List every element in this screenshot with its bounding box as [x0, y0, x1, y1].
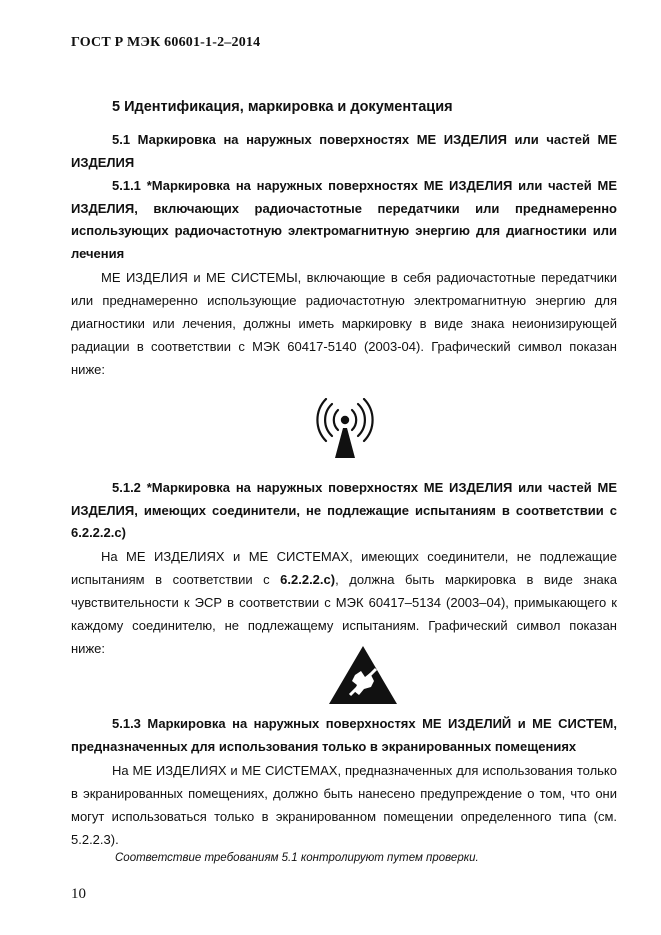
- paragraph-5-1-2-text: На МЕ ИЗДЕЛИЯХ и МЕ СИСТЕМАХ, имеющих соединители, не подлежащие испытаниям в соответствии с: [71, 549, 617, 587]
- heading-5-1-1: 5.1.1 *Маркировка на наружных поверхностях МЕ ИЗДЕЛИЯ или частей МЕ ИЗДЕЛИЯ, включающих радиочастотные передатчики или преднамеренно использующих радиочастотную электромагнитную энергию для диагностики или лечения: [71, 178, 617, 261]
- section-title: 5 Идентификация, маркировка и документация: [112, 99, 453, 115]
- heading-5-1: 5.1 Маркировка на наружных поверхностях МЕ ИЗДЕЛИЯ или частей МЕ ИЗДЕЛИЯ: [71, 132, 617, 170]
- esd-warning-icon: [328, 645, 398, 705]
- paragraph-5-1-2-text-end: , должна быть маркировка в виде знака чувствительности к ЭСР в соответствии с МЭК 60417–5134 (2003–04), примыкающего к каждому соединителю, не подлежащему испытаниям. Графический символ показан ниже:: [71, 572, 617, 656]
- paragraph-5-1-2: [71, 545, 617, 660]
- page-number: 10: [71, 886, 86, 902]
- heading-5-1-2: 5.1.2 *Маркировка на наружных поверхностях МЕ ИЗДЕЛИЯ или частей МЕ ИЗДЕЛИЯ, имеющих соединители, не подлежащие испытаниям в соответствии с 6.2.2.2.c): [71, 480, 617, 540]
- heading-5-1-3: 5.1.3 Маркировка на наружных поверхностях МЕ ИЗДЕЛИЙ и МЕ СИСТЕМ, предназначенных для использования только в экранированных помещениях: [71, 716, 617, 754]
- cross-reference: 6.2.2.2.c): [280, 572, 336, 587]
- paragraph-5-1-1: МЕ ИЗДЕЛИЯ и МЕ СИСТЕМЫ, включающие в себя радиочастотные передатчики или преднамеренно использующие радиочастотную электромагнитную энергию для диагностики или лечения, должны иметь маркировку в виде знака неионизирующей радиации в соответствии с МЭК 60417-5140 (2003-04). Графический символ показан ниже:: [71, 270, 617, 377]
- compliance-note: Соответствие требованиям 5.1 контролируют путем проверки.: [115, 852, 479, 864]
- non-ionizing-radiation-icon: [312, 398, 378, 460]
- standard-header: ГОСТ Р МЭК 60601-1-2–2014: [71, 35, 261, 50]
- paragraph-5-1-3: На МЕ ИЗДЕЛИЯХ и МЕ СИСТЕМАХ, предназначенных для использования только в экранированных помещениях, должно быть нанесено предупреждение о том, что они могут использоваться только в экранированном помещении определенного типа (см. 5.2.2.3).: [71, 763, 617, 847]
